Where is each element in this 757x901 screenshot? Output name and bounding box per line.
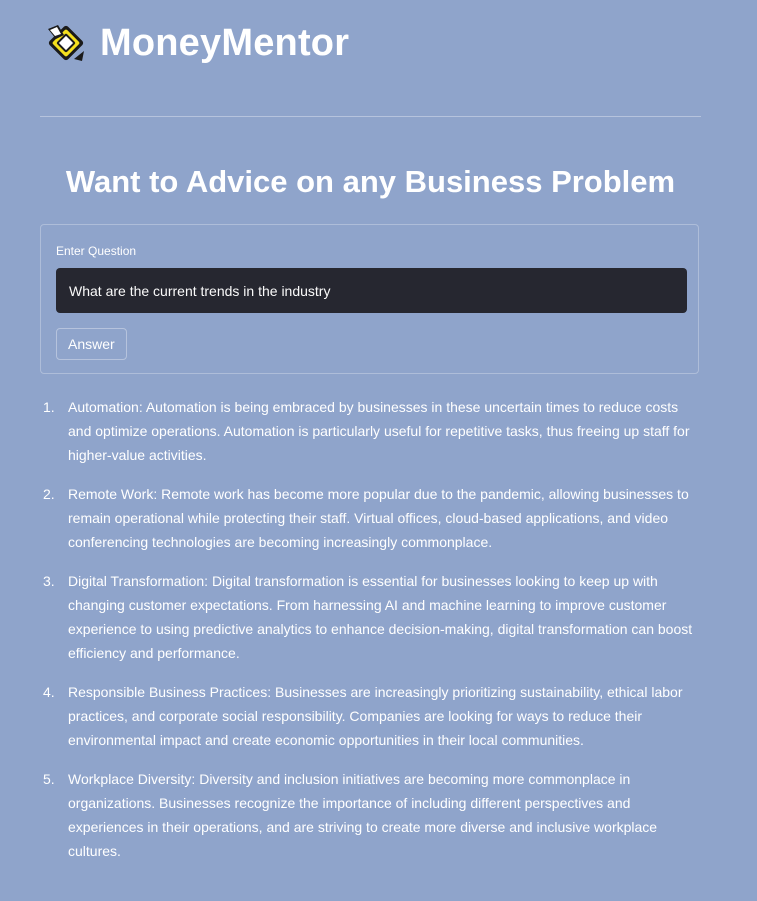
question-form [40,224,699,374]
app-title: MoneyMentor [100,21,350,64]
answer-list [40,395,705,878]
question-input[interactable] [56,268,687,313]
answer-list-item: Remote Work: Remote work has become more popular due to the pandemic, allowing businesses to remain operational while protecting their staff. Virtual offices, cloud-based applications, and video conferencing technologies are becoming increasingly commonplace. [68,486,689,550]
app-header [44,19,349,67]
money-mentor-logo-icon [44,21,88,65]
answer-list-item: Automation: Automation is being embraced by businesses in these uncertain times to reduce costs and optimize operations. Automation is particularly useful for repetitive tasks, thus freeing up staff for higher-value activities. [68,399,690,463]
question-input-label: Enter Question [56,244,137,258]
answer-list-item: Responsible Business Practices: Businesses are increasingly prioritizing sustainability, ethical labor practices, and corporate social responsibility. Companies are looking for ways to reduce their environmental impact and create economic opportunities in their local communities. [68,684,683,748]
page-title: Want to Advice on any Business Problem [65,164,676,199]
answer-button[interactable]: Answer [56,328,127,360]
header-divider [40,116,701,117]
answer-list-item: Digital Transformation: Digital transformation is essential for businesses looking to keep up with changing customer expectations. From harnessing AI and machine learning to improve customer experience to using predictive analytics to enhance decision-making, digital transformation can boost efficiency and performance. [68,573,693,661]
answer-list-item: Workplace Diversity: Diversity and inclusion initiatives are becoming more commonplace in organizations. Businesses recognize the importance of including different perspectives and experiences in their operations, and are striving to create more diverse and inclusive workplace cultures. [68,771,658,859]
